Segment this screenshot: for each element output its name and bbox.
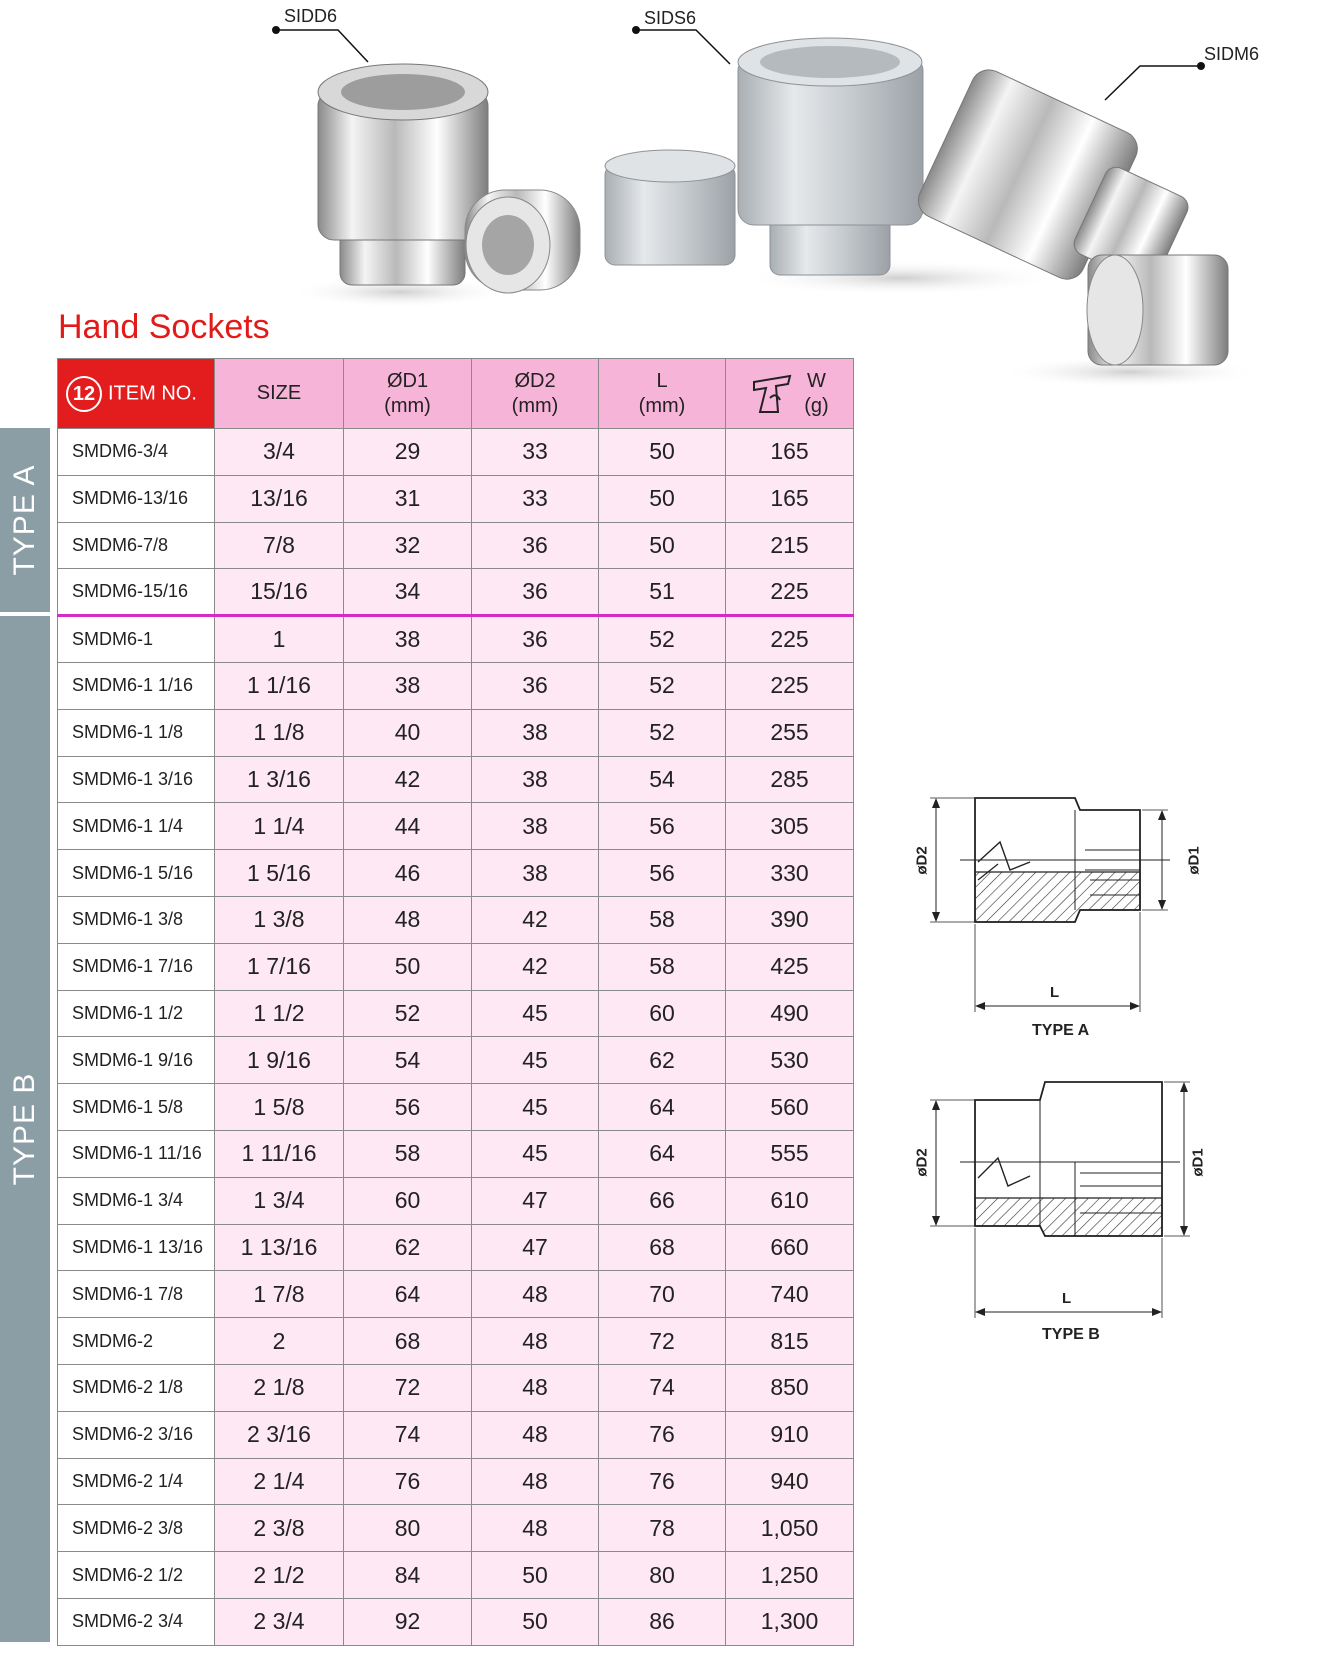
- cell-d1: 56: [344, 1084, 472, 1131]
- cell-d1: 68: [344, 1318, 472, 1365]
- type-a-band: [0, 428, 50, 612]
- cell-d2: 42: [472, 943, 599, 990]
- drawing-type-b: [890, 1068, 1207, 1348]
- type-a-schematic: [890, 780, 1200, 1040]
- cell-item: SMDM6-2 3/16: [58, 1411, 215, 1458]
- cell-d1: 62: [344, 1224, 472, 1271]
- cell-w: 225: [726, 662, 854, 709]
- cell-size: 2 1/8: [215, 1364, 344, 1411]
- cell-item: SMDM6-2 1/8: [58, 1364, 215, 1411]
- cell-size: 1 1/4: [215, 803, 344, 850]
- table-row: [58, 1364, 854, 1411]
- cell-w: 610: [726, 1177, 854, 1224]
- cell-w: 285: [726, 756, 854, 803]
- cell-item: SMDM6-1 3/4: [58, 1177, 215, 1224]
- cell-item: SMDM6-1 3/8: [58, 896, 215, 943]
- type-b-d2-label: øD2: [913, 1148, 931, 1177]
- table-row: [58, 1598, 854, 1645]
- cell-l: 51: [599, 569, 726, 616]
- cell-d1: 58: [344, 1130, 472, 1177]
- table-row: [58, 1411, 854, 1458]
- cell-w: 740: [726, 1271, 854, 1318]
- table-row: [58, 709, 854, 756]
- cell-size: 2 3/4: [215, 1598, 344, 1645]
- cell-l: 70: [599, 1271, 726, 1318]
- cell-d2: 50: [472, 1552, 599, 1599]
- cell-d1: 64: [344, 1271, 472, 1318]
- callout-sids6: SIDS6: [644, 8, 697, 28]
- header-l-unit: (mm): [638, 394, 686, 417]
- cell-l: 78: [599, 1505, 726, 1552]
- cell-d2: 45: [472, 1084, 599, 1131]
- cell-l: 50: [599, 429, 726, 476]
- cell-l: 50: [599, 522, 726, 569]
- product-photo: [260, 0, 1331, 400]
- cell-size: 1 3/16: [215, 756, 344, 803]
- cell-d1: 92: [344, 1598, 472, 1645]
- cell-d2: 48: [472, 1505, 599, 1552]
- cell-size: 1: [215, 616, 344, 663]
- cell-size: 13/16: [215, 475, 344, 522]
- cell-size: 1 13/16: [215, 1224, 344, 1271]
- spec-table: [57, 358, 854, 1646]
- callout-sidd6: SIDD6: [284, 6, 338, 26]
- callout-sidm6: SIDM6: [1204, 44, 1260, 64]
- type-a-d1-label: øD1: [1185, 846, 1203, 875]
- cell-l: 74: [599, 1364, 726, 1411]
- cell-d2: 42: [472, 896, 599, 943]
- cell-size: 1 1/8: [215, 709, 344, 756]
- table-row: [58, 1224, 854, 1271]
- cell-d2: 48: [472, 1364, 599, 1411]
- table-row: [58, 990, 854, 1037]
- cell-item: SMDM6-1 7/8: [58, 1271, 215, 1318]
- cell-d2: 36: [472, 522, 599, 569]
- cell-d1: 52: [344, 990, 472, 1037]
- cell-d1: 40: [344, 709, 472, 756]
- type-b-caption: TYPE B: [1042, 1326, 1100, 1343]
- drawing-type-a: [890, 780, 1203, 1040]
- cell-d1: 29: [344, 429, 472, 476]
- table-row: [58, 475, 854, 522]
- cell-item: SMDM6-2 1/2: [58, 1552, 215, 1599]
- cell-d1: 54: [344, 1037, 472, 1084]
- cell-item: SMDM6-1 5/16: [58, 850, 215, 897]
- cell-d1: 32: [344, 522, 472, 569]
- cell-w: 425: [726, 943, 854, 990]
- header-item-label: ITEM NO.: [108, 381, 197, 404]
- cell-d2: 36: [472, 616, 599, 663]
- header-w: [726, 359, 854, 429]
- table-row: [58, 850, 854, 897]
- cell-size: 2: [215, 1318, 344, 1365]
- cell-d1: 60: [344, 1177, 472, 1224]
- header-w-unit: (g): [804, 394, 829, 417]
- type-a-caption: TYPE A: [1032, 1022, 1090, 1039]
- cell-l: 66: [599, 1177, 726, 1224]
- type-a-label: TYPE A: [8, 464, 41, 576]
- cell-item: SMDM6-2: [58, 1318, 215, 1365]
- cell-d1: 38: [344, 616, 472, 663]
- cell-w: 1,250: [726, 1552, 854, 1599]
- cell-d2: 45: [472, 990, 599, 1037]
- table-row: [58, 1130, 854, 1177]
- cell-l: 60: [599, 990, 726, 1037]
- cell-d2: 48: [472, 1318, 599, 1365]
- cell-size: 1 3/4: [215, 1177, 344, 1224]
- cell-w: 940: [726, 1458, 854, 1505]
- cell-l: 52: [599, 616, 726, 663]
- cell-size: 1 9/16: [215, 1037, 344, 1084]
- cell-l: 64: [599, 1130, 726, 1177]
- cell-d1: 72: [344, 1364, 472, 1411]
- cell-l: 76: [599, 1458, 726, 1505]
- cell-size: 1 7/16: [215, 943, 344, 990]
- cell-size: 2 3/8: [215, 1505, 344, 1552]
- cell-d2: 50: [472, 1598, 599, 1645]
- cell-w: 165: [726, 429, 854, 476]
- cell-d2: 45: [472, 1130, 599, 1177]
- cell-size: 1 5/8: [215, 1084, 344, 1131]
- cell-item: SMDM6-1 5/8: [58, 1084, 215, 1131]
- header-d2-label: ØD2: [514, 369, 556, 392]
- cell-d2: 38: [472, 756, 599, 803]
- cell-l: 56: [599, 850, 726, 897]
- twelve-point-badge-icon: 12: [66, 376, 102, 412]
- cell-w: 490: [726, 990, 854, 1037]
- cell-size: 1 7/8: [215, 1271, 344, 1318]
- header-d2: [472, 359, 599, 429]
- cell-l: 62: [599, 1037, 726, 1084]
- cell-d1: 50: [344, 943, 472, 990]
- header-d1-unit: (mm): [384, 394, 431, 417]
- cell-size: 1 3/8: [215, 896, 344, 943]
- cell-d2: 45: [472, 1037, 599, 1084]
- cell-d1: 44: [344, 803, 472, 850]
- table-row: [58, 616, 854, 663]
- cell-l: 56: [599, 803, 726, 850]
- cell-item: SMDM6-2 3/4: [58, 1598, 215, 1645]
- cell-d1: 84: [344, 1552, 472, 1599]
- cell-size: 1 1/16: [215, 662, 344, 709]
- cell-item: SMDM6-1 7/16: [58, 943, 215, 990]
- cell-l: 86: [599, 1598, 726, 1645]
- cell-l: 72: [599, 1318, 726, 1365]
- cell-d1: 74: [344, 1411, 472, 1458]
- cell-w: 390: [726, 896, 854, 943]
- cell-l: 64: [599, 1084, 726, 1131]
- table-row: [58, 1271, 854, 1318]
- cell-item: SMDM6-2 1/4: [58, 1458, 215, 1505]
- header-l-label: L: [656, 369, 668, 392]
- cell-l: 52: [599, 662, 726, 709]
- cell-size: 7/8: [215, 522, 344, 569]
- cell-w: 255: [726, 709, 854, 756]
- cell-d2: 38: [472, 850, 599, 897]
- cell-d1: 80: [344, 1505, 472, 1552]
- table-row: [58, 522, 854, 569]
- cell-item: SMDM6-1 1/8: [58, 709, 215, 756]
- cell-w: 165: [726, 475, 854, 522]
- cell-d2: 38: [472, 803, 599, 850]
- cell-l: 76: [599, 1411, 726, 1458]
- cell-l: 52: [599, 709, 726, 756]
- cell-item: SMDM6-2 3/8: [58, 1505, 215, 1552]
- type-b-schematic: [890, 1068, 1200, 1348]
- table-row: [58, 943, 854, 990]
- cell-item: SMDM6-15/16: [58, 569, 215, 616]
- table-row: [58, 1084, 854, 1131]
- type-b-l-label: L: [1062, 1290, 1072, 1307]
- header-d2-unit: (mm): [511, 394, 559, 417]
- cell-w: 1,050: [726, 1505, 854, 1552]
- cell-w: 660: [726, 1224, 854, 1271]
- cell-d2: 47: [472, 1224, 599, 1271]
- cell-size: 2 1/2: [215, 1552, 344, 1599]
- cell-l: 58: [599, 943, 726, 990]
- cell-size: 3/4: [215, 429, 344, 476]
- type-a-d2-label: øD2: [913, 846, 931, 875]
- cell-d2: 48: [472, 1458, 599, 1505]
- cell-w: 1,300: [726, 1598, 854, 1645]
- header-d1: [344, 359, 472, 429]
- cell-item: SMDM6-1: [58, 616, 215, 663]
- cell-d2: 33: [472, 475, 599, 522]
- cell-w: 850: [726, 1364, 854, 1411]
- cell-w: 330: [726, 850, 854, 897]
- cell-w: 305: [726, 803, 854, 850]
- cell-d2: 33: [472, 429, 599, 476]
- type-b-label: TYPE B: [8, 1072, 41, 1186]
- scale-weight-icon: [750, 372, 796, 416]
- cell-d1: 42: [344, 756, 472, 803]
- type-a-l-label: L: [1050, 984, 1060, 1001]
- cell-size: 2 3/16: [215, 1411, 344, 1458]
- cell-l: 68: [599, 1224, 726, 1271]
- cell-d2: 48: [472, 1271, 599, 1318]
- cell-l: 58: [599, 896, 726, 943]
- sockets-illustration: [260, 0, 1331, 400]
- cell-item: SMDM6-13/16: [58, 475, 215, 522]
- table-row: [58, 662, 854, 709]
- cell-item: SMDM6-1 1/4: [58, 803, 215, 850]
- cell-item: SMDM6-1 9/16: [58, 1037, 215, 1084]
- cell-d2: 47: [472, 1177, 599, 1224]
- page-title: Hand Sockets: [58, 308, 270, 346]
- table-row: [58, 1505, 854, 1552]
- table-row: [58, 803, 854, 850]
- header-item-no: [58, 359, 215, 429]
- cell-l: 54: [599, 756, 726, 803]
- cell-size: 1 1/2: [215, 990, 344, 1037]
- cell-d1: 46: [344, 850, 472, 897]
- table-row: [58, 1552, 854, 1599]
- cell-w: 225: [726, 616, 854, 663]
- table-row: [58, 896, 854, 943]
- cell-size: 2 1/4: [215, 1458, 344, 1505]
- cell-item: SMDM6-1 11/16: [58, 1130, 215, 1177]
- cell-item: SMDM6-1 3/16: [58, 756, 215, 803]
- header-w-label: W: [807, 369, 826, 392]
- cell-d1: 48: [344, 896, 472, 943]
- cell-item: SMDM6-7/8: [58, 522, 215, 569]
- header-size: SIZE: [215, 359, 344, 429]
- cell-w: 910: [726, 1411, 854, 1458]
- type-b-d1-label: øD1: [1189, 1148, 1207, 1177]
- cell-d2: 36: [472, 662, 599, 709]
- cell-size: 1 11/16: [215, 1130, 344, 1177]
- cell-d2: 38: [472, 709, 599, 756]
- type-b-band: [0, 616, 50, 1642]
- cell-d2: 48: [472, 1411, 599, 1458]
- cell-w: 215: [726, 522, 854, 569]
- cell-w: 530: [726, 1037, 854, 1084]
- cell-w: 560: [726, 1084, 854, 1131]
- table-row: [58, 429, 854, 476]
- cell-item: SMDM6-3/4: [58, 429, 215, 476]
- cell-item: SMDM6-1 1/2: [58, 990, 215, 1037]
- cell-d2: 36: [472, 569, 599, 616]
- table-row: [58, 756, 854, 803]
- table-row: [58, 1318, 854, 1365]
- cell-w: 225: [726, 569, 854, 616]
- cell-item: SMDM6-1 1/16: [58, 662, 215, 709]
- table-row: [58, 569, 854, 616]
- table-row: [58, 1458, 854, 1505]
- cell-size: 1 5/16: [215, 850, 344, 897]
- cell-d1: 38: [344, 662, 472, 709]
- header-d1-label: ØD1: [386, 369, 429, 392]
- table-row: [58, 1177, 854, 1224]
- cell-item: SMDM6-1 13/16: [58, 1224, 215, 1271]
- cell-w: 555: [726, 1130, 854, 1177]
- cell-l: 80: [599, 1552, 726, 1599]
- cell-w: 815: [726, 1318, 854, 1365]
- cell-size: 15/16: [215, 569, 344, 616]
- header-l: [599, 359, 726, 429]
- cell-d1: 76: [344, 1458, 472, 1505]
- table-row: [58, 1037, 854, 1084]
- cell-d1: 34: [344, 569, 472, 616]
- cell-l: 50: [599, 475, 726, 522]
- cell-d1: 31: [344, 475, 472, 522]
- table-body: [58, 429, 854, 1646]
- table-header-row: [58, 359, 854, 429]
